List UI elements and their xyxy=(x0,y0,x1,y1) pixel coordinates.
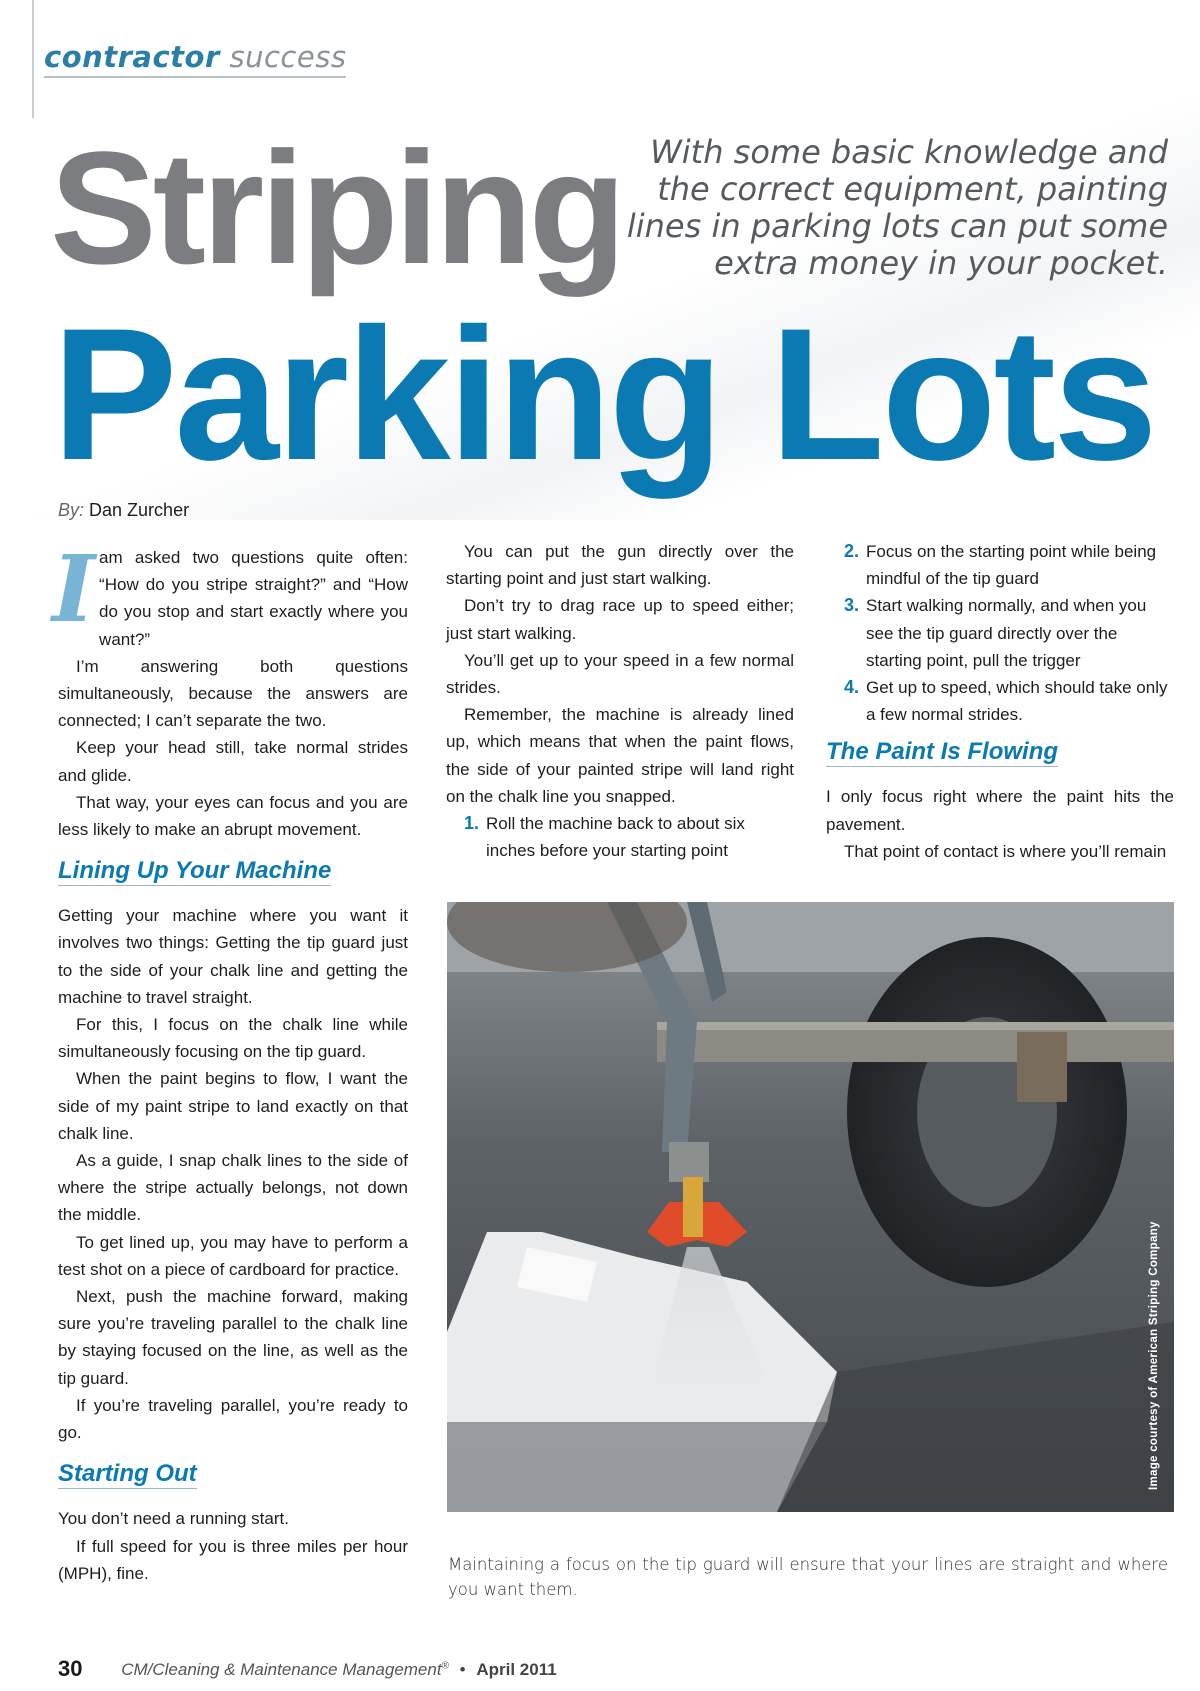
list-item xyxy=(826,592,1174,674)
paragraph: Next, push the machine forward, making sure you’re traveling parallel to the chalk line by staying focused on the line, as well as the tip guard. xyxy=(58,1287,408,1388)
paragraph: Remember, the machine is already lined up, which means that when the paint flows, the side of your painted stripe will land right on the chalk line you snapped. xyxy=(446,705,794,806)
header-rule xyxy=(32,0,34,118)
paragraph: If full speed for you is three miles per hour (MPH), fine. xyxy=(58,1536,408,1583)
paragraph: You’ll get up to your speed in a few normal strides. xyxy=(446,650,794,698)
paragraph: When the paint begins to flow, I want the side of my paint stripe to land exactly on that chalk line. xyxy=(58,1069,408,1143)
step-number: 4. xyxy=(844,677,860,698)
paragraph: am asked two questions quite often: “How do you stripe straight?” and “How do you stop and start exactly where you want?” xyxy=(99,548,408,649)
list-item xyxy=(826,674,1174,728)
photo-credit: Image courtesy of American Striping Company xyxy=(1148,1221,1160,1490)
headline-line-2: Parking Lots xyxy=(52,289,1155,499)
paragraph: For this, I focus on the chalk line while simultaneously focusing on the tip guard. xyxy=(58,1015,408,1062)
list-item xyxy=(446,810,794,864)
steps-list xyxy=(826,538,1174,728)
registered-mark: ® xyxy=(441,1660,449,1672)
article-column-2 xyxy=(446,538,794,864)
page-footer xyxy=(58,1656,557,1682)
step-text: Focus on the starting point while being mindful of the tip guard xyxy=(866,542,1157,589)
step-number: 1. xyxy=(464,813,480,834)
paragraph: That way, your eyes can focus and you are less likely to make an abrupt movement. xyxy=(58,792,408,840)
paragraph: If you’re traveling parallel, you’re ready to go. xyxy=(58,1395,408,1443)
step-number: 2. xyxy=(844,541,860,561)
paragraph: I only focus right where the paint hits the pavement. xyxy=(826,787,1174,834)
step-text: Roll the machine back to about six inches before your starting point xyxy=(486,814,745,861)
issue-date: April 2011 xyxy=(476,1660,557,1679)
section-tag-word-1: contractor xyxy=(44,40,220,74)
paragraph: To get lined up, you may have to perform a test shot on a piece of cardboard for practice. xyxy=(58,1232,408,1279)
byline-label: By: xyxy=(58,500,85,520)
striping-machine-image xyxy=(447,902,1174,1512)
step-number: 3. xyxy=(844,595,860,616)
paragraph: You can put the gun directly over the starting point and just start walking. xyxy=(446,542,794,589)
article-column-1 xyxy=(52,535,408,1587)
paragraph: You don’t need a running start. xyxy=(58,1509,289,1529)
section-tag-word-2: success xyxy=(229,40,347,74)
article-column-3 xyxy=(826,538,1174,865)
subhead-lining-up: Lining Up Your Machine xyxy=(58,857,332,885)
paragraph: Don’t try to drag race up to speed either; just start walking. xyxy=(446,596,794,643)
footer-separator: • xyxy=(459,1660,466,1679)
steps-list xyxy=(446,810,794,864)
subhead-starting-out: Starting Out xyxy=(58,1460,197,1488)
paragraph: That point of contact is where you’ll remain xyxy=(844,841,1167,861)
paragraph: Getting your machine where you want it involves two things: Getting the tip guard just to the side of your chalk line and getting the machine to travel straight. xyxy=(58,906,408,1007)
byline-author: Dan Zurcher xyxy=(89,500,190,520)
deck-text: With some basic knowledge and the correct equipment, painting lines in parking lots can put some extra money in your pocket. xyxy=(626,133,1168,282)
section-tag xyxy=(44,40,346,78)
magazine-name: CM/Cleaning & Maintenance Management xyxy=(121,1660,442,1679)
list-item xyxy=(826,538,1174,592)
step-text: Get up to speed, which should take only a few normal strides. xyxy=(866,678,1168,725)
drop-cap: I xyxy=(52,535,96,643)
subhead-paint-flowing: The Paint Is Flowing xyxy=(826,738,1059,766)
page-number: 30 xyxy=(58,1656,83,1681)
paragraph: Keep your head still, take normal strides and glide. xyxy=(58,738,408,785)
paragraph: I’m answering both questions simultaneously, because the answers are connected; I can’t separate the two. xyxy=(58,656,408,731)
paragraph: As a guide, I snap chalk lines to the side of where the stripe actually belongs, not down the middle. xyxy=(58,1151,408,1225)
photo-caption: Maintaining a focus on the tip guard will ensure that your lines are straight and where you want them. xyxy=(448,1555,1168,1599)
article-photo xyxy=(447,902,1174,1512)
headline-line-1: Striping xyxy=(50,118,623,297)
byline xyxy=(58,500,189,521)
step-text: Start walking normally, and when you see the tip guard directly over the starting point, pull the trigger xyxy=(866,596,1147,670)
